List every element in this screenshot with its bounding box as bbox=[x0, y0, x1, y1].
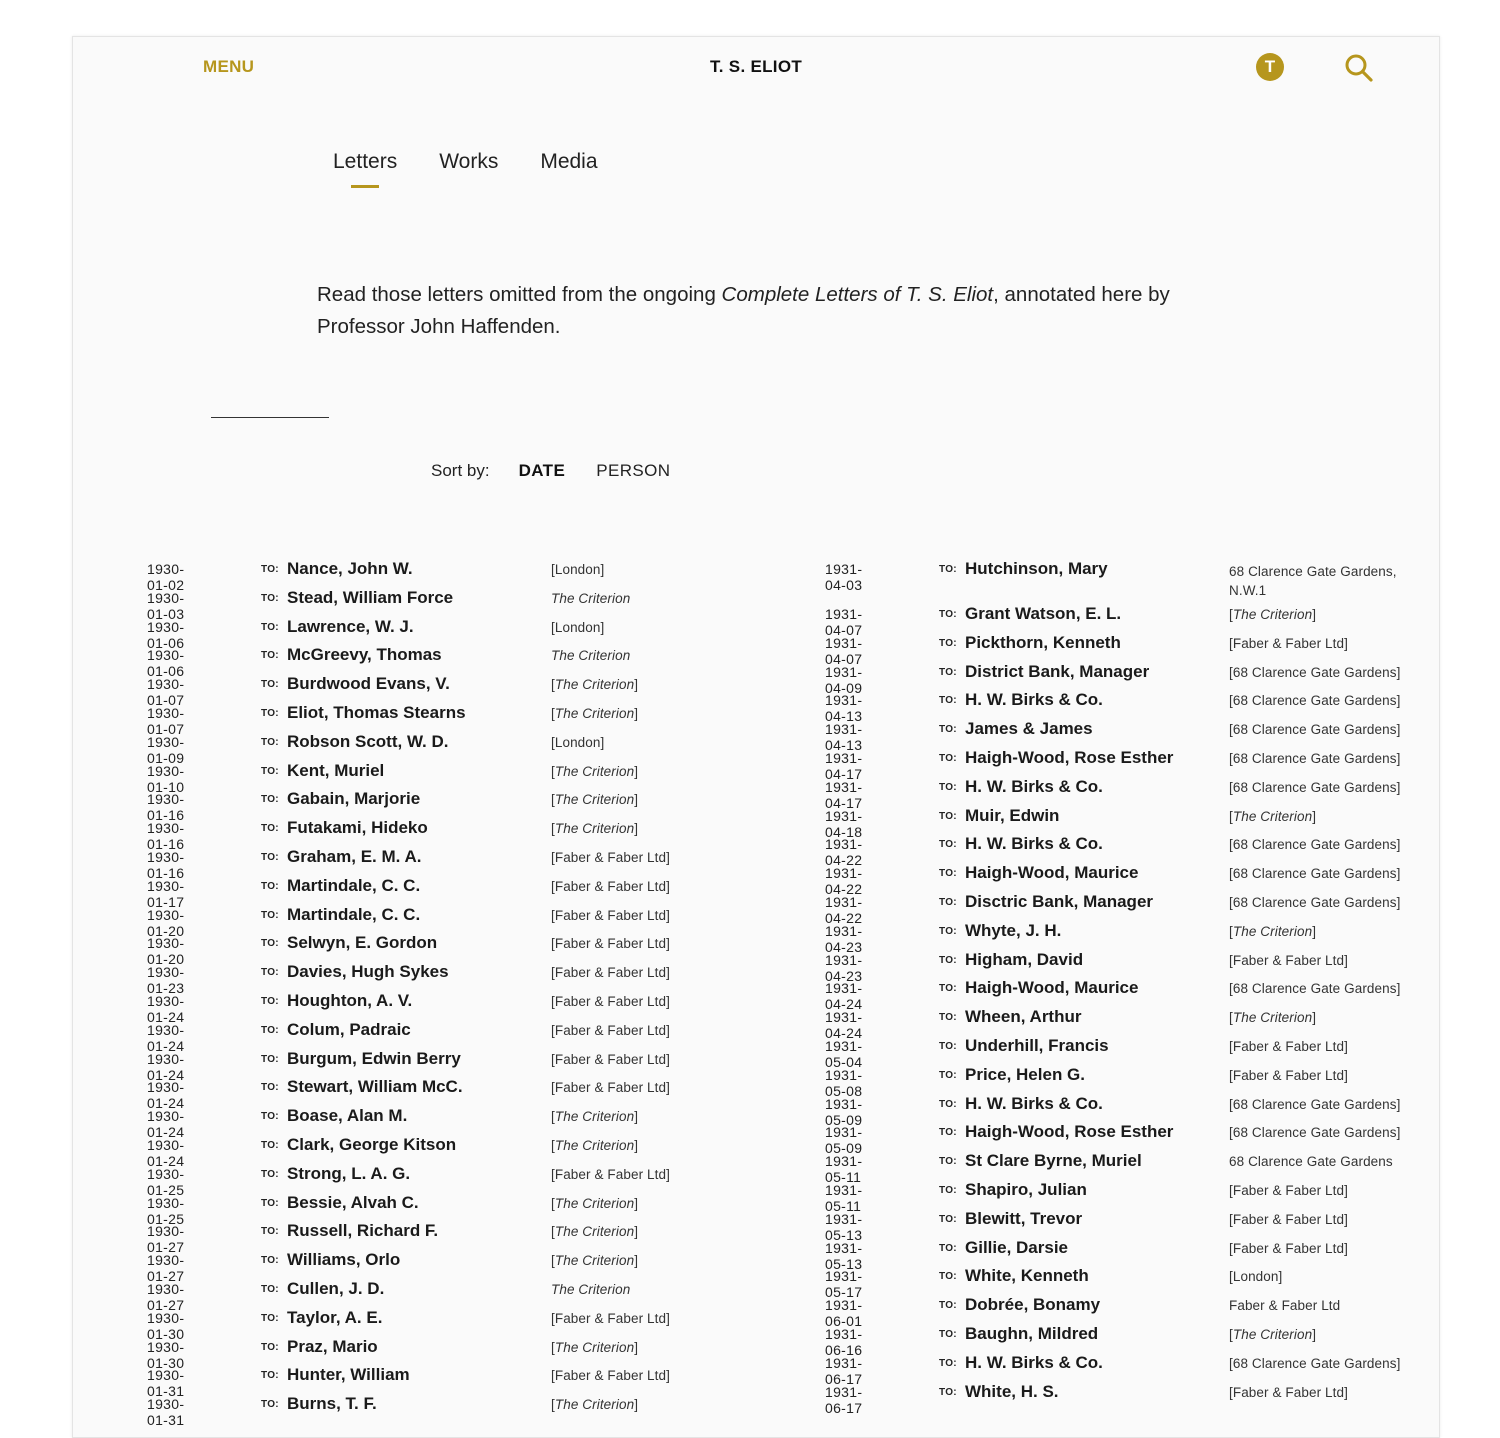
letter-recipient-link[interactable]: Selwyn, E. Gordon bbox=[287, 933, 438, 953]
letter-date: 1930-01-02 bbox=[147, 561, 185, 593]
letter-recipient-link[interactable]: Blewitt, Trevor bbox=[965, 1208, 1083, 1228]
letter-date: 1931-04-09 bbox=[825, 663, 863, 696]
letter-place: 68 Clarence Gate Gardens bbox=[1229, 1154, 1393, 1170]
to-label: TO: bbox=[939, 925, 957, 937]
letter-date: 1930-01-24 bbox=[147, 992, 185, 1025]
letter-date: 1930-01-24 bbox=[147, 1050, 185, 1083]
site-title[interactable]: T. S. ELIOT bbox=[709, 57, 803, 76]
to-label: TO: bbox=[261, 1139, 279, 1151]
letter-date: 1930-01-09 bbox=[147, 733, 185, 766]
tab-media[interactable]: Media bbox=[540, 150, 598, 173]
letter-place: [The Criterion] bbox=[551, 763, 639, 779]
letter-place: The Criterion bbox=[551, 1281, 631, 1297]
letter-place: Faber & Faber Ltd bbox=[1229, 1298, 1341, 1314]
letter-place: [Faber & Faber Ltd] bbox=[551, 907, 670, 923]
letter-recipient-link[interactable]: H. W. Birks & Co. bbox=[965, 834, 1103, 854]
letter-date: 1930-01-16 bbox=[147, 820, 185, 853]
to-label: TO: bbox=[261, 851, 279, 863]
letter-date: 1930-01-07 bbox=[147, 676, 185, 709]
letter-place: [The Criterion] bbox=[551, 1109, 639, 1125]
letter-recipient-link[interactable]: Burns, T. F. bbox=[287, 1394, 377, 1414]
to-label: TO: bbox=[939, 1069, 957, 1081]
letter-recipient-link[interactable]: H. W. Birks & Co. bbox=[965, 1093, 1103, 1113]
letter-date: 1930-01-23 bbox=[147, 964, 185, 997]
to-label: TO: bbox=[939, 896, 957, 908]
letter-place: [The Criterion] bbox=[551, 1137, 639, 1153]
letter-place: [The Criterion] bbox=[1229, 923, 1317, 939]
letter-place: The Criterion bbox=[551, 648, 631, 664]
letter-place: [Faber & Faber Ltd] bbox=[1229, 1384, 1348, 1400]
letter-recipient-link[interactable]: Haigh-Wood, Rose Esther bbox=[965, 747, 1174, 767]
letter-date: 1931-04-24 bbox=[825, 980, 863, 1013]
tab-works[interactable]: Works bbox=[439, 150, 499, 173]
letter-place: 68 Clarence Gate Gardens, N.W.1 bbox=[1229, 564, 1397, 598]
letter-place: [The Criterion] bbox=[551, 1224, 639, 1240]
letter-date: 1930-01-24 bbox=[147, 1079, 185, 1112]
letter-place: [Faber & Faber Ltd] bbox=[1229, 1038, 1348, 1054]
menu-button[interactable]: MENU bbox=[203, 57, 255, 76]
letter-date: 1931-04-22 bbox=[825, 893, 863, 926]
to-label: TO: bbox=[939, 609, 957, 620]
letter-recipient-link[interactable]: Wheen, Arthur bbox=[965, 1007, 1082, 1027]
letter-date: 1931-04-23 bbox=[825, 922, 863, 955]
to-label: TO: bbox=[261, 707, 279, 719]
to-label: TO: bbox=[261, 621, 279, 633]
letter-recipient-link[interactable]: Gabain, Marjorie bbox=[287, 789, 421, 809]
letter-place: [Faber & Faber Ltd] bbox=[551, 878, 670, 894]
letter-date: 1931-05-13 bbox=[825, 1239, 863, 1272]
letter-recipient-link[interactable]: Strong, L. A. G. bbox=[287, 1163, 411, 1183]
letter-recipient-link[interactable]: Martindale, C. C. bbox=[287, 875, 421, 895]
letter-recipient-link[interactable]: Robson Scott, W. D. bbox=[287, 731, 449, 751]
to-label: TO: bbox=[939, 1156, 957, 1168]
to-label: TO: bbox=[939, 695, 957, 707]
letter-date: 1930-01-06 bbox=[147, 647, 185, 680]
letter-place: [68 Clarence Gate Gardens] bbox=[1229, 1125, 1401, 1141]
letter-date: 1931-04-18 bbox=[825, 807, 863, 840]
letter-date: 1931-05-11 bbox=[825, 1153, 863, 1186]
letter-recipient-link[interactable]: Eliot, Thomas Stearns bbox=[287, 702, 466, 722]
letter-place: The Criterion bbox=[551, 590, 631, 606]
letter-date: 1931-05-04 bbox=[825, 1037, 863, 1070]
letter-recipient-link[interactable]: Graham, E. M. A. bbox=[287, 846, 422, 866]
letter-recipient-link[interactable]: White, H. S. bbox=[965, 1381, 1059, 1401]
letter-place: [Faber & Faber Ltd] bbox=[1229, 1182, 1348, 1198]
letter-date: 1931-04-07 bbox=[825, 606, 863, 638]
letter-date: 1930-01-25 bbox=[147, 1194, 185, 1227]
letter-place: [London] bbox=[551, 562, 605, 577]
to-label: TO: bbox=[939, 983, 957, 995]
letter-place: [Faber & Faber Ltd] bbox=[1229, 635, 1348, 651]
sort-person-option[interactable]: PERSON bbox=[596, 461, 671, 480]
letter-recipient-link[interactable]: Haigh-Wood, Rose Esther bbox=[965, 1122, 1174, 1142]
letter-place: [Faber & Faber Ltd] bbox=[551, 1051, 670, 1067]
letter-date: 1931-05-08 bbox=[825, 1066, 863, 1099]
letter-recipient-link[interactable]: Boase, Alan M. bbox=[287, 1106, 408, 1126]
letter-date: 1931-04-17 bbox=[825, 778, 863, 811]
letter-recipient-link[interactable]: Burgum, Edwin Berry bbox=[287, 1048, 461, 1068]
letter-place: [68 Clarence Gate Gardens] bbox=[1229, 1355, 1401, 1371]
letter-date: 1930-01-25 bbox=[147, 1165, 185, 1198]
letter-date: 1931-04-17 bbox=[825, 749, 863, 782]
letter-place: [68 Clarence Gate Gardens] bbox=[1229, 866, 1401, 882]
letter-recipient-link[interactable]: Lawrence, W. J. bbox=[287, 616, 414, 636]
letter-recipient-link[interactable]: Clark, George Kitson bbox=[287, 1134, 457, 1154]
letter-recipient-link[interactable]: Russell, Richard F. bbox=[287, 1221, 439, 1241]
letter-place: [The Criterion] bbox=[1229, 1010, 1317, 1026]
letter-place: [68 Clarence Gate Gardens] bbox=[1229, 722, 1401, 738]
letter-date: 1931-04-13 bbox=[825, 721, 863, 754]
letter-date: 1931-04-23 bbox=[825, 951, 863, 984]
letter-recipient-link[interactable]: H. W. Birks & Co. bbox=[965, 1352, 1103, 1372]
letter-place: [68 Clarence Gate Gardens] bbox=[1229, 894, 1401, 910]
letter-date: 1931-05-11 bbox=[825, 1181, 863, 1214]
to-label: TO: bbox=[261, 1226, 279, 1238]
letter-recipient-link[interactable]: Futakami, Hideko bbox=[287, 818, 428, 838]
search-icon[interactable] bbox=[1344, 53, 1374, 83]
letter-place: [Faber & Faber Ltd] bbox=[1229, 1211, 1348, 1227]
letter-recipient-link[interactable]: Disctric Bank, Manager bbox=[965, 891, 1154, 911]
to-label: TO: bbox=[939, 666, 957, 678]
to-label: TO: bbox=[261, 967, 279, 979]
to-label: TO: bbox=[939, 1040, 957, 1052]
to-label: TO: bbox=[939, 1300, 957, 1312]
to-label: TO: bbox=[939, 724, 957, 736]
to-label: TO: bbox=[939, 1012, 957, 1024]
to-label: TO: bbox=[261, 1399, 279, 1411]
letter-recipient-link[interactable]: James & James bbox=[965, 719, 1093, 739]
to-label: TO: bbox=[261, 1082, 279, 1094]
to-label: TO: bbox=[261, 880, 279, 892]
letter-place: [Faber & Faber Ltd] bbox=[551, 1368, 670, 1384]
to-label: TO: bbox=[261, 650, 279, 662]
t-logo-icon[interactable]: T bbox=[1256, 53, 1284, 81]
to-label: TO: bbox=[939, 1242, 957, 1254]
letter-place: [The Criterion] bbox=[551, 1195, 639, 1211]
to-label: TO: bbox=[939, 781, 957, 793]
letter-recipient-link[interactable]: Colum, Padraic bbox=[287, 1019, 411, 1039]
to-label: TO: bbox=[261, 1197, 279, 1209]
to-label: TO: bbox=[939, 1271, 957, 1283]
to-label: TO: bbox=[261, 823, 279, 835]
letter-recipient-link[interactable]: H. W. Birks & Co. bbox=[965, 690, 1103, 710]
to-label: TO: bbox=[261, 592, 279, 604]
letter-date: 1931-04-22 bbox=[825, 865, 863, 898]
letter-date: 1931-06-17 bbox=[825, 1383, 863, 1416]
letter-recipient-link[interactable]: Stewart, William McC. bbox=[287, 1077, 463, 1097]
letter-recipient-link[interactable]: Hunter, William bbox=[287, 1365, 410, 1385]
letter-date: 1930-01-17 bbox=[147, 877, 185, 910]
letter-place: [The Criterion] bbox=[551, 821, 639, 837]
letter-place: [The Criterion] bbox=[1229, 607, 1317, 622]
letter-recipient-link[interactable]: H. W. Birks & Co. bbox=[965, 776, 1103, 796]
to-label: TO: bbox=[261, 1053, 279, 1065]
letter-recipient-link[interactable]: Martindale, C. C. bbox=[287, 904, 421, 924]
letter-recipient-link[interactable]: Bessie, Alvah C. bbox=[287, 1192, 419, 1212]
to-label: TO: bbox=[261, 765, 279, 777]
letter-recipient-link[interactable]: Kent, Muriel bbox=[287, 760, 385, 780]
letter-recipient-link[interactable]: Pickthorn, Kenneth bbox=[965, 632, 1121, 652]
letter-place: [The Criterion] bbox=[1229, 1326, 1317, 1342]
letter-date: 1931-04-03 bbox=[825, 561, 863, 593]
letter-recipient-link[interactable]: Dobrée, Bonamy bbox=[965, 1295, 1101, 1315]
intro-book-title: Complete Letters of T. S. Eliot bbox=[721, 283, 994, 306]
letter-recipient-link[interactable]: McGreevy, Thomas bbox=[287, 645, 442, 665]
to-label: TO: bbox=[939, 1098, 957, 1110]
letter-date: 1930-01-31 bbox=[147, 1396, 185, 1429]
to-label: TO: bbox=[261, 1283, 279, 1295]
letter-date: 1930-01-03 bbox=[147, 589, 185, 622]
letter-date: 1930-01-27 bbox=[147, 1223, 185, 1256]
letter-date: 1931-04-07 bbox=[825, 634, 863, 667]
letter-date: 1931-04-13 bbox=[825, 692, 863, 725]
to-label: TO: bbox=[939, 839, 957, 851]
letter-date: 1930-01-24 bbox=[147, 1108, 185, 1141]
letter-date: 1931-06-16 bbox=[825, 1325, 863, 1358]
letter-recipient-link[interactable]: White, Kenneth bbox=[965, 1266, 1089, 1286]
to-label: TO: bbox=[261, 1255, 279, 1267]
letter-place: [68 Clarence Gate Gardens] bbox=[1229, 693, 1401, 709]
letter-recipient-link[interactable]: St Clare Byrne, Muriel bbox=[965, 1151, 1142, 1171]
to-label: TO: bbox=[261, 679, 279, 691]
tab-letters[interactable]: Letters bbox=[333, 150, 397, 188]
letter-date: 1931-04-24 bbox=[825, 1009, 863, 1042]
letter-date: 1931-06-17 bbox=[825, 1354, 863, 1387]
letter-date: 1930-01-31 bbox=[147, 1367, 185, 1400]
letter-place: [Faber & Faber Ltd] bbox=[551, 849, 670, 865]
letter-place: [Faber & Faber Ltd] bbox=[551, 1310, 670, 1326]
to-label: TO: bbox=[261, 1341, 279, 1353]
letter-recipient-link[interactable]: Cullen, J. D. bbox=[287, 1278, 385, 1298]
letter-recipient-link[interactable]: Stead, William Force bbox=[287, 587, 454, 607]
to-label: TO: bbox=[261, 1168, 279, 1180]
letter-place: [The Criterion] bbox=[551, 1397, 639, 1413]
letter-place: [Faber & Faber Ltd] bbox=[551, 965, 670, 981]
to-label: TO: bbox=[261, 1024, 279, 1036]
letter-place: [68 Clarence Gate Gardens] bbox=[1229, 837, 1401, 853]
sort-date-option[interactable]: DATE bbox=[518, 461, 566, 480]
letter-recipient-link[interactable]: Hutchinson, Mary bbox=[965, 559, 1108, 578]
to-label: TO: bbox=[939, 1386, 957, 1398]
letter-place: [68 Clarence Gate Gardens] bbox=[1229, 750, 1401, 766]
letter-date: 1930-01-20 bbox=[147, 935, 185, 968]
to-label: TO: bbox=[939, 810, 957, 822]
letter-recipient-link[interactable]: Davies, Hugh Sykes bbox=[287, 962, 449, 982]
to-label: TO: bbox=[261, 909, 279, 921]
letter-date: 1931-05-13 bbox=[825, 1210, 863, 1243]
letter-date: 1930-01-24 bbox=[147, 1021, 185, 1054]
letter-recipient-link[interactable]: Haigh-Wood, Maurice bbox=[965, 978, 1139, 998]
letter-date: 1930-01-10 bbox=[147, 762, 185, 795]
letter-place: [London] bbox=[551, 734, 605, 750]
to-label: TO: bbox=[261, 938, 279, 950]
to-label: TO: bbox=[939, 954, 957, 966]
to-label: TO: bbox=[261, 564, 279, 575]
to-label: TO: bbox=[261, 995, 279, 1007]
letter-recipient-link[interactable]: Whyte, J. H. bbox=[965, 920, 1062, 940]
letter-recipient-link[interactable]: Price, Helen G. bbox=[965, 1064, 1085, 1084]
letter-recipient-link[interactable]: Williams, Orlo bbox=[287, 1250, 401, 1270]
letter-date: 1931-04-22 bbox=[825, 836, 863, 869]
letter-place: [Faber & Faber Ltd] bbox=[551, 1166, 670, 1182]
letter-place: [Faber & Faber Ltd] bbox=[1229, 952, 1348, 968]
letter-date: 1931-06-01 bbox=[825, 1297, 863, 1330]
letter-place: [The Criterion] bbox=[551, 1339, 639, 1355]
letter-date: 1930-01-27 bbox=[147, 1280, 185, 1313]
to-label: TO: bbox=[939, 564, 957, 575]
letter-date: 1930-01-27 bbox=[147, 1252, 185, 1285]
letter-place: [68 Clarence Gate Gardens] bbox=[1229, 1096, 1401, 1112]
letter-place: [London] bbox=[551, 619, 605, 635]
to-label: TO: bbox=[939, 1213, 957, 1225]
letter-recipient-link[interactable]: Higham, David bbox=[965, 949, 1084, 969]
to-label: TO: bbox=[939, 868, 957, 880]
letter-recipient-link[interactable]: Houghton, A. V. bbox=[287, 990, 413, 1010]
letter-place: [Faber & Faber Ltd] bbox=[551, 936, 670, 952]
letter-place: [68 Clarence Gate Gardens] bbox=[1229, 664, 1401, 680]
letter-date: 1930-01-30 bbox=[147, 1309, 185, 1342]
letter-date: 1931-05-09 bbox=[825, 1095, 863, 1128]
letter-recipient-link[interactable]: Haigh-Wood, Maurice bbox=[965, 863, 1139, 883]
intro-text: Read those letters omitted from the ongoing Complete Letters of T. S. Eliot, annotated here by Professor John Haffenden. bbox=[317, 283, 1170, 338]
to-label: TO: bbox=[261, 1111, 279, 1123]
letter-recipient-link[interactable]: Taylor, A. E. bbox=[287, 1307, 383, 1327]
to-label: TO: bbox=[939, 1127, 957, 1139]
letter-place: [The Criterion] bbox=[551, 705, 639, 721]
letter-recipient-link[interactable]: Underhill, Francis bbox=[965, 1035, 1109, 1055]
to-label: TO: bbox=[939, 752, 957, 764]
divider bbox=[211, 417, 329, 418]
letter-place: [The Criterion] bbox=[551, 677, 639, 693]
letter-date: 1931-05-09 bbox=[825, 1124, 863, 1157]
letter-place: [Faber & Faber Ltd] bbox=[551, 993, 670, 1009]
letter-place: [Faber & Faber Ltd] bbox=[1229, 1067, 1348, 1083]
letter-recipient-link[interactable]: Baughn, Mildred bbox=[965, 1323, 1099, 1343]
letter-date: 1931-05-17 bbox=[825, 1268, 863, 1301]
to-label: TO: bbox=[939, 1328, 957, 1340]
letter-place: [Faber & Faber Ltd] bbox=[551, 1022, 670, 1038]
to-label: TO: bbox=[939, 637, 957, 649]
letter-place: [68 Clarence Gate Gardens] bbox=[1229, 779, 1401, 795]
letter-date: 1930-01-16 bbox=[147, 848, 185, 881]
to-label: TO: bbox=[939, 1184, 957, 1196]
letter-date: 1930-01-24 bbox=[147, 1136, 185, 1169]
sort-controls bbox=[431, 461, 701, 481]
letter-recipient-link[interactable]: District Bank, Manager bbox=[965, 661, 1150, 681]
letter-date: 1930-01-20 bbox=[147, 906, 185, 939]
letter-place: [The Criterion] bbox=[551, 1253, 639, 1269]
letter-place: [Faber & Faber Ltd] bbox=[551, 1080, 670, 1096]
letter-place: [68 Clarence Gate Gardens] bbox=[1229, 981, 1401, 997]
section-tabs bbox=[333, 150, 640, 188]
letter-recipient-link[interactable]: Gillie, Darsie bbox=[965, 1237, 1068, 1257]
letter-date: 1930-01-06 bbox=[147, 618, 185, 651]
letter-recipient-link[interactable]: Burdwood Evans, V. bbox=[287, 674, 450, 694]
letter-place: [The Criterion] bbox=[551, 792, 639, 808]
letter-recipient-link[interactable]: Muir, Edwin bbox=[965, 805, 1060, 825]
to-label: TO: bbox=[261, 736, 279, 748]
letter-date: 1930-01-16 bbox=[147, 791, 185, 824]
letter-place: [London] bbox=[1229, 1269, 1283, 1285]
letter-recipient-link[interactable]: Nance, John W. bbox=[287, 559, 413, 578]
letter-recipient-link[interactable]: Shapiro, Julian bbox=[965, 1179, 1087, 1199]
letter-recipient-link[interactable]: Grant Watson, E. L. bbox=[965, 604, 1122, 623]
page-card bbox=[72, 36, 1440, 1438]
to-label: TO: bbox=[261, 1312, 279, 1324]
letter-place: [The Criterion] bbox=[1229, 808, 1317, 824]
letter-date: 1930-01-30 bbox=[147, 1338, 185, 1371]
letter-place: [Faber & Faber Ltd] bbox=[1229, 1240, 1348, 1256]
to-label: TO: bbox=[939, 1357, 957, 1369]
to-label: TO: bbox=[261, 794, 279, 806]
sort-label: Sort by: bbox=[431, 461, 490, 480]
letter-recipient-link[interactable]: Praz, Mario bbox=[287, 1336, 378, 1356]
to-label: TO: bbox=[261, 1370, 279, 1382]
letter-date: 1930-01-07 bbox=[147, 704, 185, 737]
